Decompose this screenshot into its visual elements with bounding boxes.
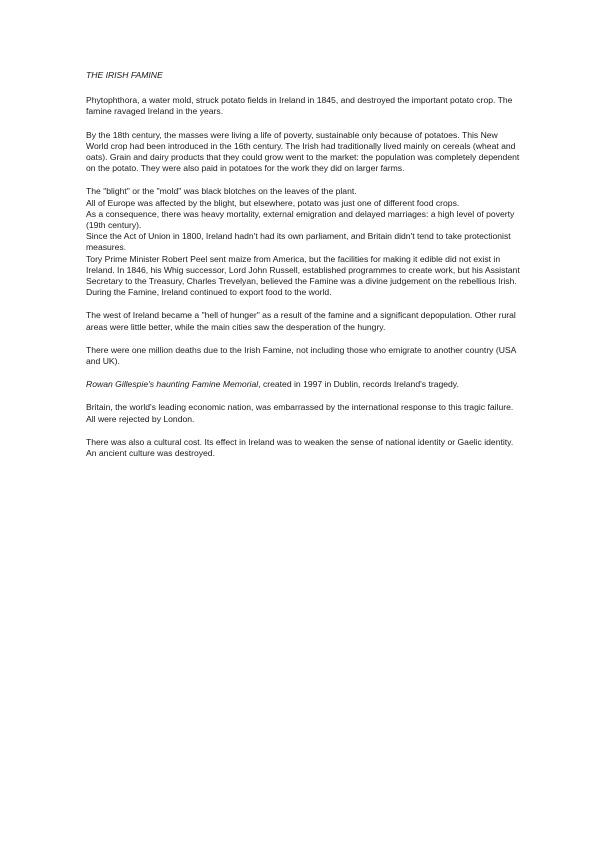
paragraph-phytophthora: Phytophthora, a water mold, struck potato fields in Ireland in 1845, and destroyed the important potato crop. The famine ravaged Ireland in the years.	[86, 95, 513, 117]
memorial-text: , created in 1997 in Dublin, records Ireland's tragedy.	[258, 379, 459, 390]
blight-line: Tory Prime Minister Robert Peel sent maize from America, but the facilities for making it edible did not exist in Ireland. In 1846, his Whig successor, Lord John Russell, established programmes to create work, but his Assistant Secretary to the Treasury, Charles Trevelyan, believed the Famine was a divine judgement on the rebellious Irish. During the Famine, Ireland continued to export food to the world.	[86, 253, 520, 298]
paragraph-memorial	[86, 379, 520, 390]
paragraph-britain: Britain, the world's leading economic nation, was embarrassed by the international response to this tragic failure. All were rejected by London.	[86, 402, 514, 424]
document-body	[86, 70, 520, 471]
paragraph-blight	[86, 186, 520, 298]
memorial-title: Rowan Gillespie's haunting Famine Memorial	[86, 379, 259, 390]
paragraph-deaths: There were one million deaths due to the Irish Famine, not including those who emigrate to another country (USA and UK).	[86, 344, 516, 367]
blight-line: All of Europe was affected by the blight, but elsewhere, potato was just one of different food crops.	[86, 197, 460, 208]
document-title: THE IRISH FAMINE	[86, 70, 163, 80]
paragraph-west-of-ireland: The west of Ireland became a "hell of hunger" as a result of the famine and a significant depopulation. Other rural areas were little better, while the main cities saw the desperation of the hungry.	[86, 310, 516, 332]
blight-line: The "blight" or the "mold" was black blotches on the leaves of the plant.	[86, 186, 357, 197]
paragraph-18th-century: By the 18th century, the masses were living a life of poverty, sustainable only because of potatoes. This New World crop had been introduced in the 16th century. The Irish had traditionally lived mainly on cereals (wheat and oats). Grain and dairy products that they could grow went to the market: the population was completely dependent on the potato. They were also paid in potatoes for the work they did on larger farms.	[86, 129, 520, 174]
paragraph-cultural-cost: There was also a cultural cost. Its effect in Ireland was to weaken the sense of national identity or Gaelic identity. An ancient culture was destroyed.	[86, 436, 514, 459]
blight-line: As a consequence, there was heavy mortality, external emigration and delayed marriages: a high level of poverty (19th century).	[86, 208, 515, 231]
blight-line: Since the Act of Union in 1800, Ireland hadn't had its own parliament, and Britain didn't tend to take protectionist measures.	[86, 231, 511, 253]
